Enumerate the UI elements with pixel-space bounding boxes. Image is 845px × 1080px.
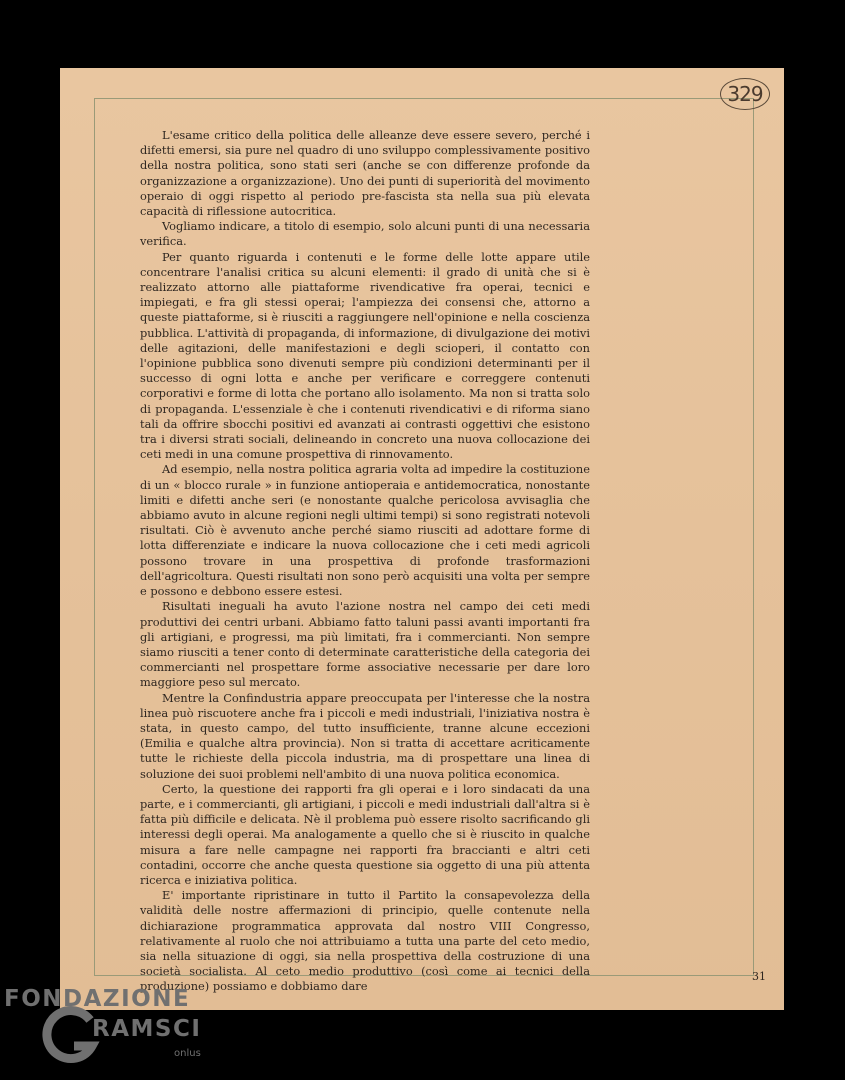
folio-number-stamp: 329 [720, 78, 770, 110]
paragraph: E' importante ripristinare in tutto il Partito la consapevolezza della validità delle nostre affermazioni di principio, quelle contenute nella dichiarazione programmatica approvata dal nostro VIII Congresso, relativamente al ruolo che noi attribuiamo a tutta una parte del ceto medio, sia nella situazione di oggi, sia nella prospettiva della costruzione di una società socialista. Al ceto medio produttivo (così come ai tecnici della produzione) possiamo e dobbiamo dare [140, 888, 590, 994]
fondazione-gramsci-watermark [4, 986, 224, 1076]
paragraph: Vogliamo indicare, a titolo di esempio, solo alcuni punti di una necessaria verifica. [140, 219, 590, 249]
watermark-line-3: onlus [174, 1048, 201, 1059]
paragraph: Certo, la questione dei rapporti fra gli operai e i loro sindacati da una parte, e i commercianti, gli artigiani, i piccoli e medi industriali dall'altra si è fatta più difficile e delicata. Nè il problema può essere risolto sacrificando gli interessi degli operai. Ma analogamente a quello che si è riuscito in qualche misura a fare nelle campagne nei rapporti fra braccianti e altri ceti contadini, occorre che anche questa questione sia oggetto di una più attenta ricerca e iniziativa politica. [140, 781, 590, 887]
paragraph: Mentre la Confindustria appare preoccupata per l'interesse che la nostra linea può riscuotere anche fra i piccoli e medi industriali, l'iniziativa nostra è stata, in questo campo, del tutto insufficiente, tranne alcune eccezioni (Emilia e qualche altra provincia). Non si tratta di accettare acriticamente tutte le richieste della piccola industria, ma di prospettare una linea di soluzione dei suoi problemi nell'ambito di una nuova politica economica. [140, 690, 590, 781]
watermark-line-2: RAMSCI [92, 1016, 202, 1042]
watermark-line-1: FONDAZIONE [4, 986, 191, 1012]
paragraph: Risultati ineguali ha avuto l'azione nostra nel campo dei ceti medi produttivi dei centri urbani. Abbiamo fatto taluni passi avanti importanti fra gli artigiani, e progressi, ma più limitati, fra i commercianti. Non sempre siamo riusciti a tener conto di determinate caratteristiche della categoria dei commercianti nel prospettare forme associative necessarie per dare loro maggiore peso sul mercato. [140, 599, 590, 690]
paragraph: L'esame critico della politica delle alleanze deve essere severo, perché i difetti emersi, sia pure nel quadro di uno sviluppo complessivamente positivo della nostra politica, sono stati seri (anche se con differenze profonde da organizzazione a organizzazione). Uno dei punti di superiorità del movimento operaio di oggi rispetto al periodo pre-fascista sta nella sua più elevata capacità di riflessione autocritica. [140, 128, 590, 219]
paragraph: Per quanto riguarda i contenuti e le forme delle lotte appare utile concentrare l'analisi critica su alcuni elementi: il grado di unità che si è realizzato attorno alle piattaforme rivendicative fra operai, tecnici e impiegati, e fra gli stessi operai; l'ampiezza dei consensi che, attorno a queste piattaforme, si è riusciti a raggiungere nell'opinione e nella coscienza pubblica. L'attività di propaganda, di informazione, di divulgazione dei motivi delle agitazioni, delle manifestazioni e degli scioperi, il contatto con l'opinione pubblica sono divenuti sempre più condizioni determinanti per il successo di ogni lotta e anche per verificare e correggere contenuti corporativi e forme di lotta che portano allo isolamento. Ma non si tratta solo di propaganda. L'essenziale è che i contenuti rivendicativi e di riforma siano tali da offrire sbocchi positivi ed avanzati ai contrasti oggettivi che esistono tra i diversi strati sociali, delineando in concreto una nuova collocazione dei ceti medi in una comune prospettiva di rinnovamento. [140, 249, 590, 462]
document-page [60, 68, 784, 1010]
page-number: 31 [752, 970, 766, 983]
body-text [140, 128, 590, 995]
paragraph: Ad esempio, nella nostra politica agraria volta ad impedire la costituzione di un « blocco rurale » in funzione antioperaia e antidemocratica, nonostante limiti e difetti anche seri (e nonostante qualche pericolosa avvisaglia che abbiamo avuto in alcune regioni negli ultimi tempi) si sono registrati notevoli risultati. Ciò è avvenuto anche perché siamo riusciti ad adottare forme di lotta differenziate e indicare la nuova collocazione che i ceti medi agricoli possono trovare in una prospettiva di profonde trasformazioni dell'agricoltura. Questi risultati non sono però acquisiti una volta per sempre e possono e debbono essere estesi. [140, 462, 590, 599]
